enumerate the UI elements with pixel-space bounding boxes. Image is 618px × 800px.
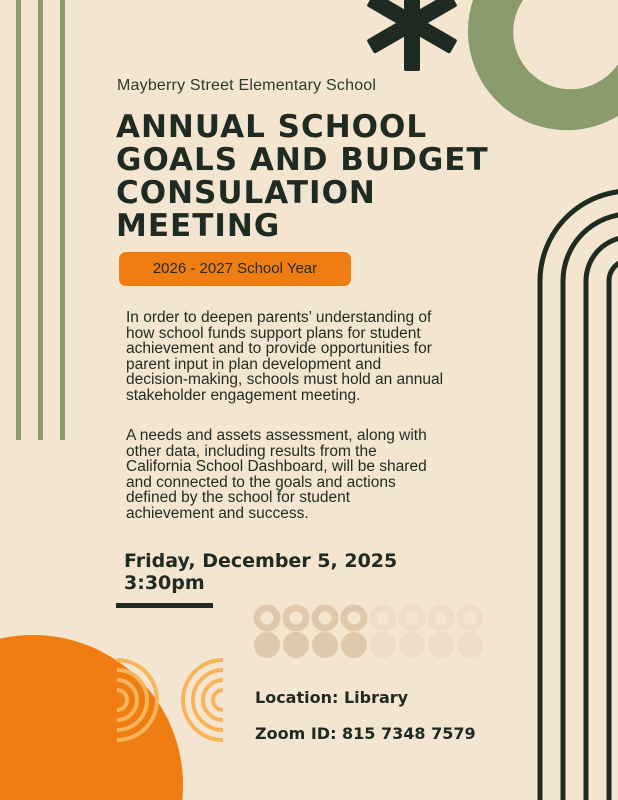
- paragraph-line: defined by the school for student: [126, 489, 351, 506]
- meeting-location: Location: Library: [255, 688, 409, 707]
- school-name: Mayberry Street Elementary School: [117, 77, 377, 94]
- paragraph-line: achievement and success.: [126, 504, 309, 522]
- orange-circle-decoration: [0, 635, 183, 800]
- divider-rule: [116, 603, 213, 608]
- school-year-badge: 2026 - 2027 School Year: [119, 252, 351, 286]
- paragraph-line: stakeholder engagement meeting.: [126, 386, 361, 404]
- meeting-time: 3:30pm: [124, 572, 205, 594]
- paragraph-line: how school funds support plans for student: [126, 324, 421, 342]
- paragraph-line: and connected to the goals and actions: [126, 473, 396, 491]
- asterisk-icon: [366, 0, 457, 71]
- zoom-id: Zoom ID: 815 7348 7579: [255, 724, 476, 743]
- paragraph-line: other data, including results from the: [126, 442, 377, 460]
- intro-paragraph: [126, 310, 526, 403]
- paragraph-line: achievement and to provide opportunities for: [126, 340, 432, 357]
- paragraph-line: decision-making, schools must hold an annual: [126, 371, 444, 388]
- assessment-paragraph: [126, 428, 526, 521]
- arch-lines-icon: [540, 191, 618, 800]
- meeting-datetime: [124, 550, 397, 594]
- title-line: MEETING: [116, 208, 281, 244]
- dot-grid-icon: [254, 608, 483, 658]
- title-line: CONSULATION: [116, 175, 376, 211]
- paragraph-line: In order to deepen parents’ understanding of: [126, 309, 432, 326]
- paragraph-line: parent input in plan development and: [126, 355, 382, 373]
- vertical-stripes-decoration: [16, 0, 65, 440]
- title-line: GOALS AND BUDGET: [116, 142, 489, 178]
- title-line: ANNUAL SCHOOL: [116, 109, 428, 145]
- meeting-date: Friday, December 5, 2025: [124, 550, 398, 572]
- paragraph-line: California School Dashboard, will be shared: [126, 458, 427, 475]
- paragraph-line: A needs and assets assessment, along with: [126, 427, 427, 444]
- page-title: [116, 111, 596, 243]
